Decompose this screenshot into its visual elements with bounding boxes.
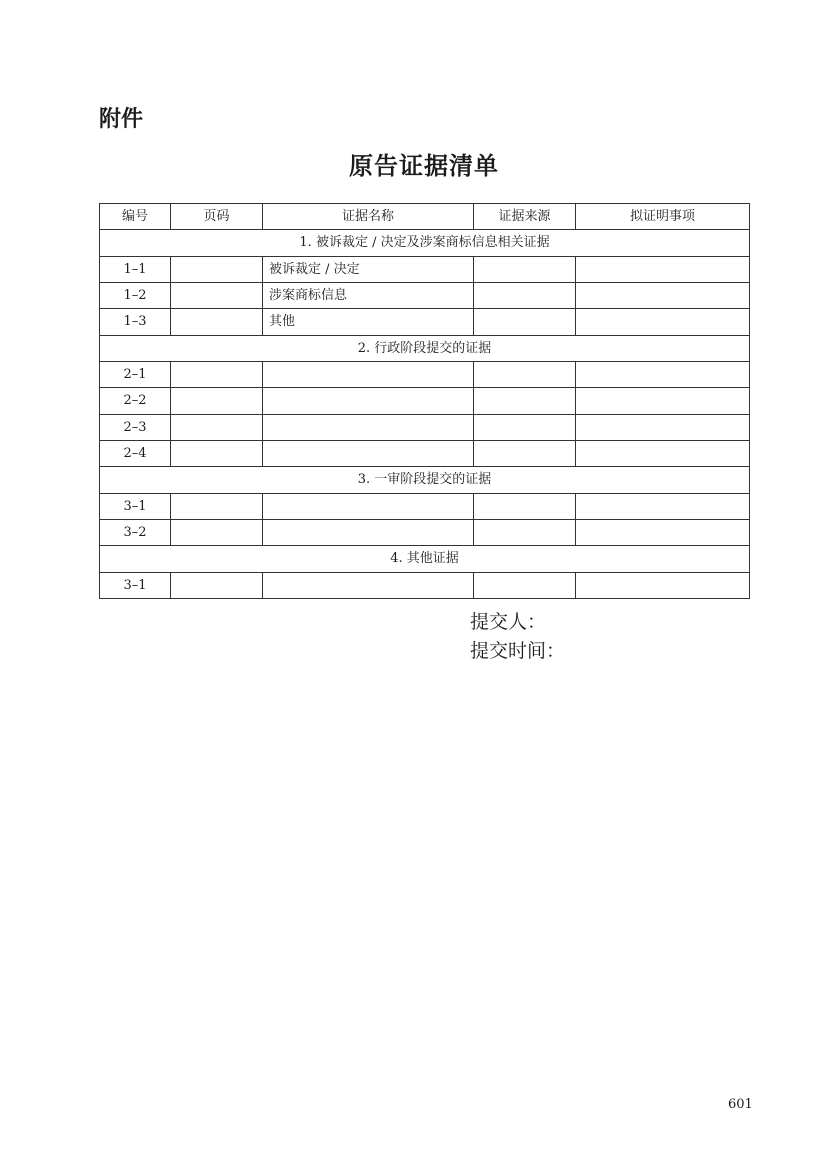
row-page-cell: [171, 440, 263, 466]
row-page-cell: [171, 414, 263, 440]
row-number-cell: 3–1: [100, 493, 171, 519]
section-title: 3. 一审阶段提交的证据: [100, 467, 750, 493]
section-title: 4. 其他证据: [100, 546, 750, 572]
row-purpose-cell: [576, 282, 750, 308]
row-purpose-cell: [576, 493, 750, 519]
row-source-cell: [474, 282, 576, 308]
row-name-cell: [263, 388, 474, 414]
row-number-cell: 2–3: [100, 414, 171, 440]
table-row: [100, 493, 750, 519]
submission-time-label: 提交时间：: [470, 640, 566, 662]
section-row: [100, 230, 750, 256]
row-name-cell: [263, 361, 474, 387]
section-row: [100, 546, 750, 572]
col-header-purpose: 拟证明事项: [576, 204, 750, 230]
row-number-cell: 1–2: [100, 282, 171, 308]
row-name-cell: 被诉裁定 / 决定: [263, 256, 474, 282]
row-number-cell: 2–1: [100, 361, 171, 387]
document-title: 原告证据清单: [349, 151, 499, 180]
row-name-cell: [263, 493, 474, 519]
row-number-cell: 3–1: [100, 572, 171, 598]
row-number-cell: 3–2: [100, 519, 171, 545]
row-name-cell: [263, 572, 474, 598]
col-header-evidence-source: 证据来源: [474, 204, 576, 230]
row-purpose-cell: [576, 361, 750, 387]
row-number-cell: 1–1: [100, 256, 171, 282]
table-row: [100, 572, 750, 598]
table-row: [100, 388, 750, 414]
row-name-cell: [263, 414, 474, 440]
row-source-cell: [474, 361, 576, 387]
section-row: [100, 335, 750, 361]
row-source-cell: [474, 414, 576, 440]
row-source-cell: [474, 388, 576, 414]
table-row: [100, 519, 750, 545]
row-purpose-cell: [576, 572, 750, 598]
row-page-cell: [171, 361, 263, 387]
annex-label: 附件: [99, 106, 144, 132]
table-row: [100, 282, 750, 308]
table-row: [100, 414, 750, 440]
row-source-cell: [474, 572, 576, 598]
row-purpose-cell: [576, 414, 750, 440]
row-page-cell: [171, 388, 263, 414]
row-source-cell: [474, 256, 576, 282]
row-name-cell: 其他: [263, 309, 474, 335]
row-source-cell: [474, 440, 576, 466]
row-page-cell: [171, 519, 263, 545]
row-purpose-cell: [576, 256, 750, 282]
row-purpose-cell: [576, 440, 750, 466]
row-page-cell: [171, 572, 263, 598]
row-name-cell: 涉案商标信息: [263, 282, 474, 308]
table-header-row: [100, 204, 750, 230]
row-purpose-cell: [576, 388, 750, 414]
row-number-cell: 2–4: [100, 440, 171, 466]
evidence-table: [99, 203, 750, 599]
section-title: 1. 被诉裁定 / 决定及涉案商标信息相关证据: [100, 230, 750, 256]
row-source-cell: [474, 493, 576, 519]
row-name-cell: [263, 440, 474, 466]
table-row: [100, 256, 750, 282]
table-row: [100, 309, 750, 335]
page-number: 601: [728, 1097, 753, 1112]
row-source-cell: [474, 519, 576, 545]
row-number-cell: 2–2: [100, 388, 171, 414]
col-header-number: 编号: [100, 204, 171, 230]
row-page-cell: [171, 493, 263, 519]
section-title: 2. 行政阶段提交的证据: [100, 335, 750, 361]
row-purpose-cell: [576, 519, 750, 545]
row-name-cell: [263, 519, 474, 545]
row-page-cell: [171, 256, 263, 282]
row-source-cell: [474, 309, 576, 335]
row-purpose-cell: [576, 309, 750, 335]
submitter-label: 提交人：: [470, 611, 547, 633]
table-row: [100, 440, 750, 466]
col-header-page: 页码: [171, 204, 263, 230]
col-header-evidence-name: 证据名称: [263, 204, 474, 230]
row-page-cell: [171, 309, 263, 335]
section-row: [100, 467, 750, 493]
row-page-cell: [171, 282, 263, 308]
row-number-cell: 1–3: [100, 309, 171, 335]
table-row: [100, 361, 750, 387]
